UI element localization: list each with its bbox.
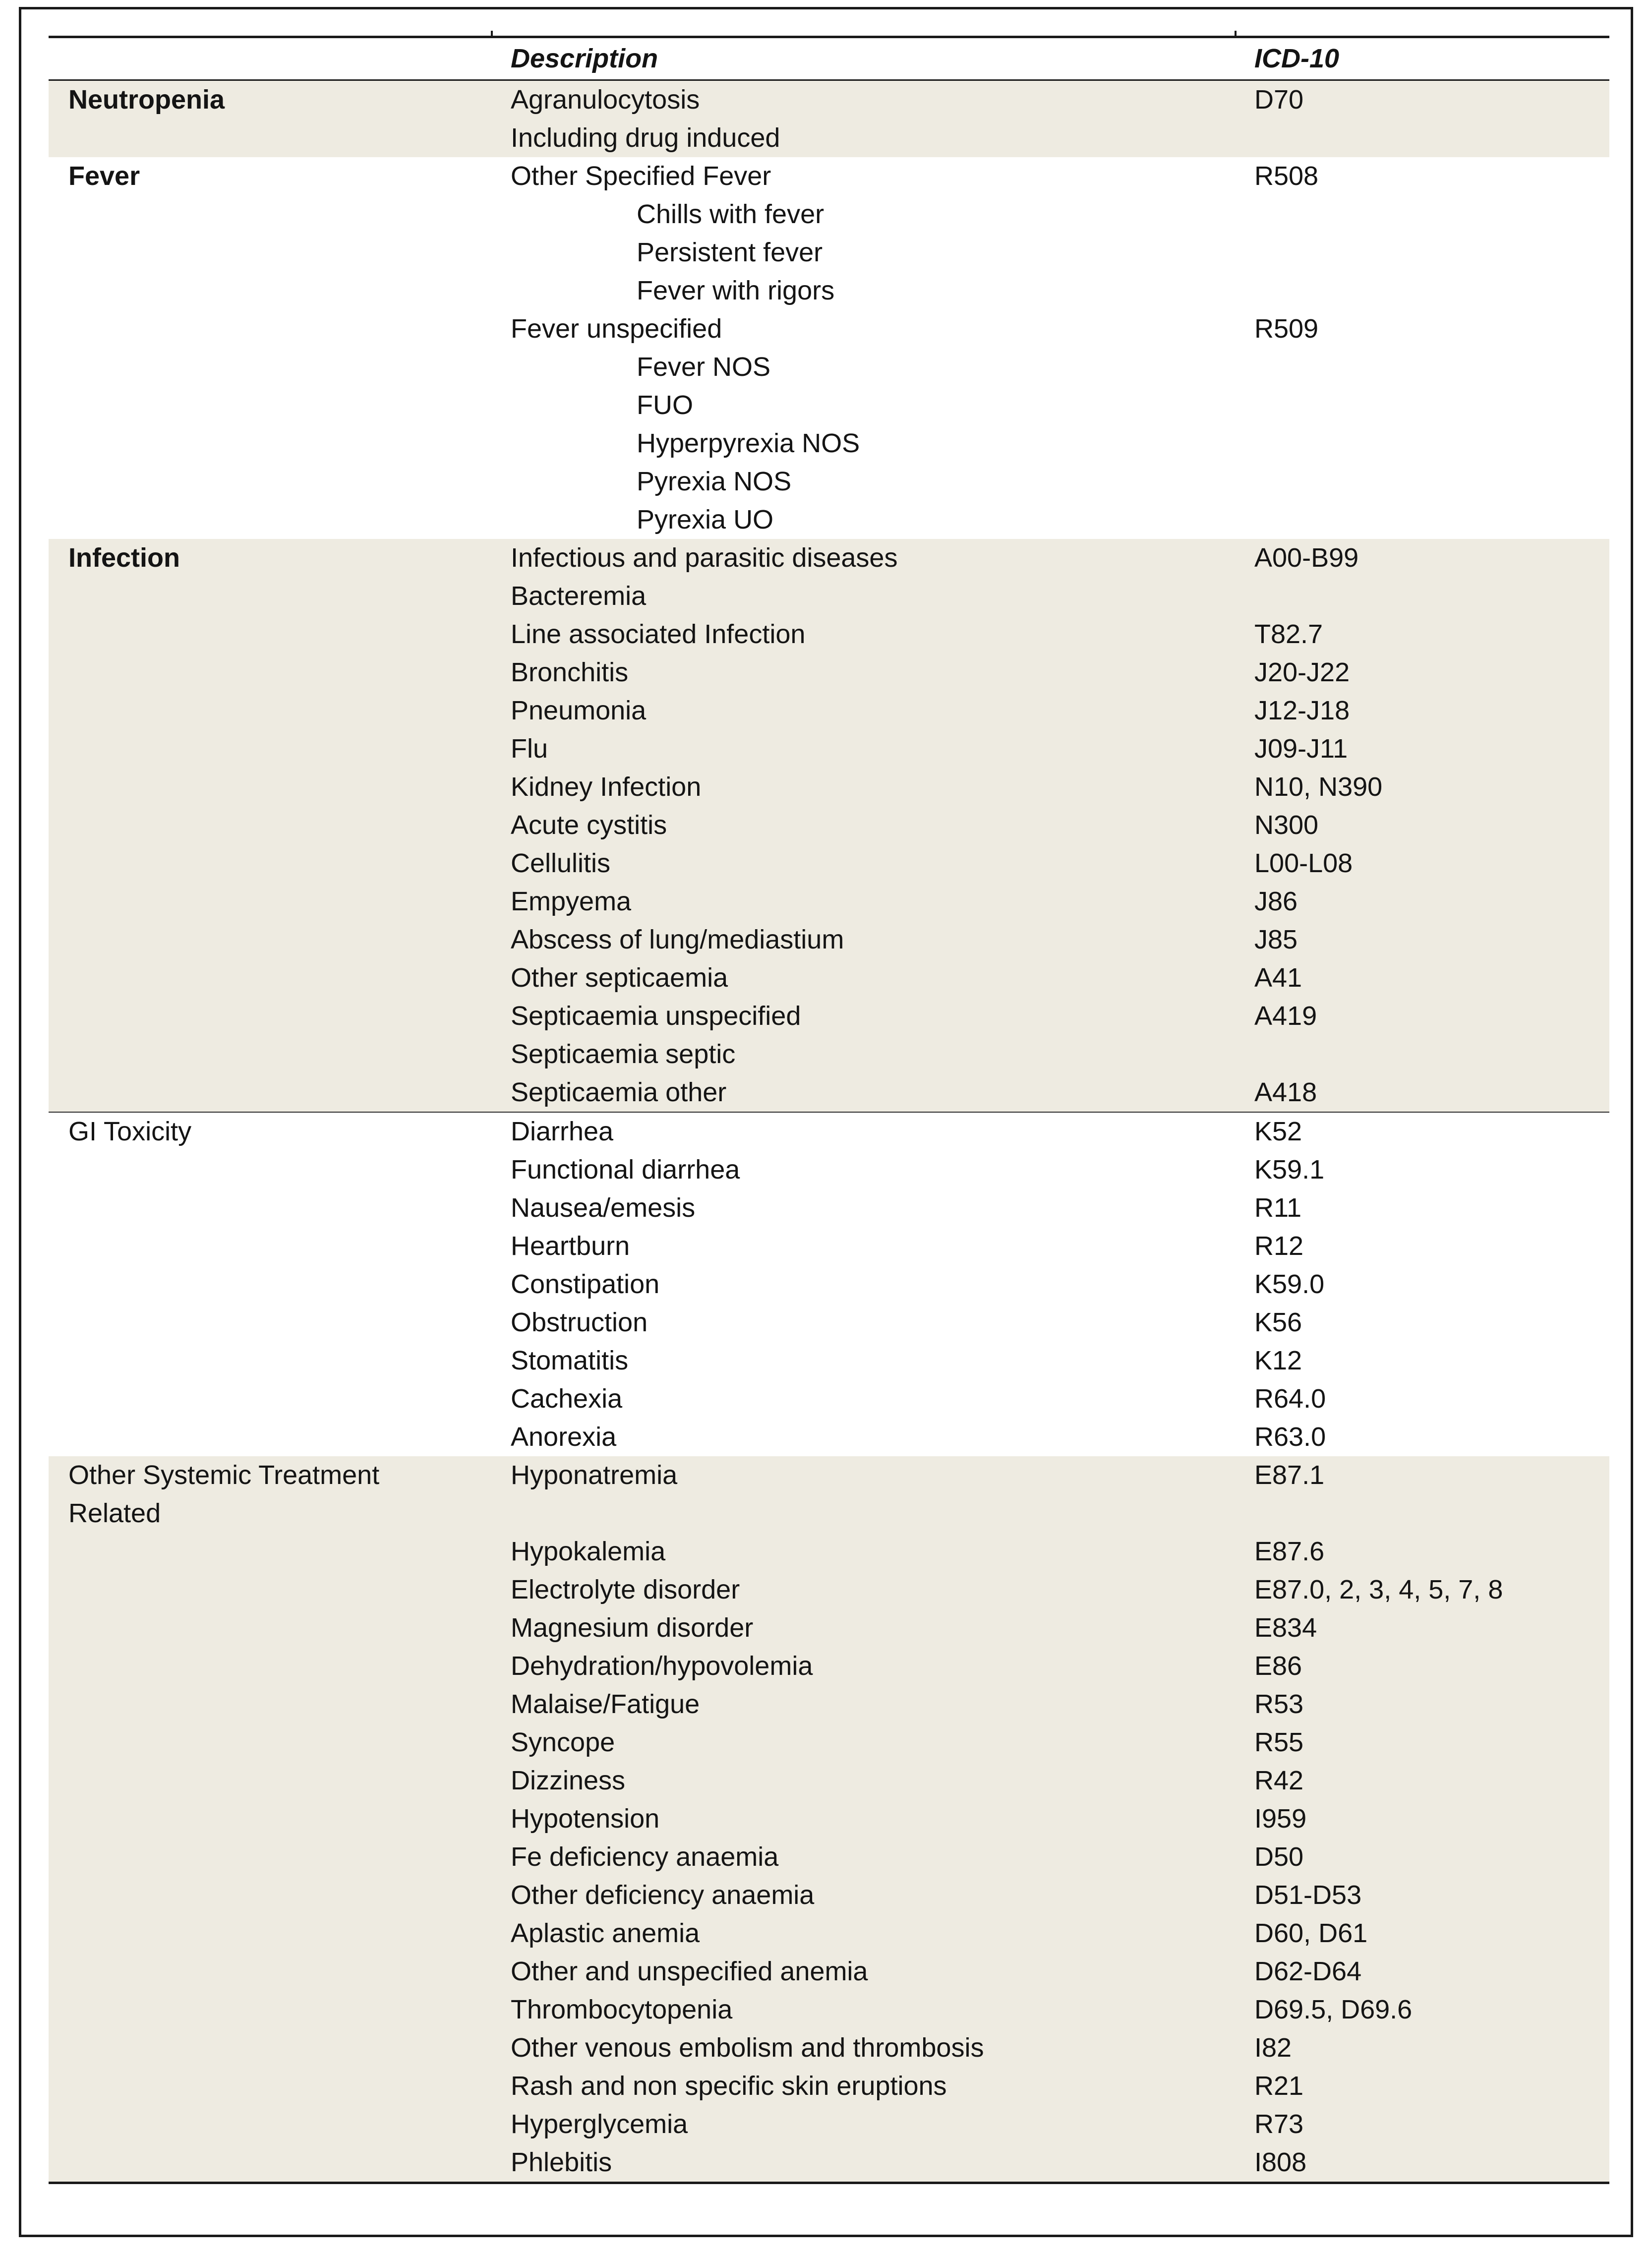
table-row — [49, 1723, 1609, 1762]
description-cell: Kidney Infection — [511, 772, 702, 802]
category-label-line: Fever — [68, 161, 140, 191]
icd10-code-cell: R53 — [1254, 1689, 1304, 1719]
table-row — [49, 272, 1609, 310]
table-row — [49, 1571, 1609, 1609]
description-cell: Bronchitis — [511, 657, 629, 687]
table-row — [49, 348, 1609, 386]
column-tick — [1235, 31, 1237, 38]
description-cell: Agranulocytosis — [511, 85, 700, 115]
table-row — [49, 1494, 1609, 1533]
description-cell: Nausea/emesis — [511, 1193, 696, 1223]
icd10-code-cell: E87.1 — [1254, 1460, 1325, 1490]
table-row — [49, 692, 1609, 730]
table-row — [49, 1380, 1609, 1418]
table-row — [49, 768, 1609, 806]
icd10-code-cell: D60, D61 — [1254, 1918, 1368, 1948]
icd10-code-cell: K59.0 — [1254, 1269, 1325, 1299]
icd10-code-cell: D62-D64 — [1254, 1957, 1362, 1986]
icd10-code-cell: D69.5, D69.6 — [1254, 1995, 1413, 2024]
description-cell: Acute cystitis — [511, 810, 667, 840]
icd10-code-cell: J12-J18 — [1254, 696, 1350, 725]
table-row — [49, 844, 1609, 883]
description-cell: Fever NOS — [637, 352, 771, 382]
icd10-code-cell: E87.0, 2, 3, 4, 5, 7, 8 — [1254, 1575, 1503, 1604]
description-cell: Septicaemia other — [511, 1077, 727, 1107]
description-cell: Other and unspecified anemia — [511, 1957, 868, 1986]
table-row — [49, 1991, 1609, 2029]
description-cell: Pyrexia UO — [637, 505, 774, 534]
description-cell: Obstruction — [511, 1307, 648, 1337]
table-row — [49, 1035, 1609, 1073]
category-label-line: Related — [68, 1498, 161, 1528]
description-cell: Pneumonia — [511, 696, 647, 725]
table-header-row — [49, 38, 1609, 79]
description-cell: Fever unspecified — [511, 314, 722, 344]
description-cell: Other septicaemia — [511, 963, 728, 993]
table-row — [49, 2105, 1609, 2143]
icd10-code-cell: J09-J11 — [1254, 734, 1348, 764]
category-label-line: Other Systemic Treatment — [68, 1460, 380, 1490]
icd10-code-cell: A418 — [1254, 1077, 1317, 1107]
description-cell: Dehydration/hypovolemia — [511, 1651, 813, 1681]
description-cell: Heartburn — [511, 1231, 630, 1261]
table-row — [49, 1073, 1609, 1112]
table-row — [49, 730, 1609, 768]
description-cell: Aplastic anemia — [511, 1918, 700, 1948]
description-cell: Hyperglycemia — [511, 2109, 688, 2139]
icd10-code-cell: J86 — [1254, 887, 1298, 916]
table-row — [49, 1265, 1609, 1304]
icd10-code-cell: R11 — [1254, 1193, 1302, 1223]
description-cell: Other venous embolism and thrombosis — [511, 2033, 984, 2063]
table-row — [49, 1342, 1609, 1380]
table-row — [49, 1647, 1609, 1685]
table-row — [49, 1113, 1609, 1151]
table-row — [49, 234, 1609, 272]
description-cell: Hypotension — [511, 1804, 660, 1834]
header-description: Description — [511, 44, 658, 73]
description-cell: Constipation — [511, 1269, 660, 1299]
description-cell: Malaise/Fatigue — [511, 1689, 700, 1719]
description-cell: Chills with fever — [637, 199, 825, 229]
table-row — [49, 195, 1609, 234]
icd10-code-cell: J20-J22 — [1254, 657, 1350, 687]
description-cell: Septicaemia septic — [511, 1039, 736, 1069]
description-cell: Fever with rigors — [637, 276, 835, 305]
table-row — [49, 386, 1609, 424]
table-row — [49, 2029, 1609, 2067]
table-row — [49, 81, 1609, 119]
description-cell: Syncope — [511, 1727, 615, 1757]
description-cell: Stomatitis — [511, 1346, 629, 1375]
description-cell: Electrolyte disorder — [511, 1575, 740, 1604]
description-cell: Cellulitis — [511, 848, 611, 878]
description-cell: Hyponatremia — [511, 1460, 678, 1490]
icd10-code-cell: L00-L08 — [1254, 848, 1353, 878]
table-row — [49, 921, 1609, 959]
table-row — [49, 310, 1609, 348]
icd10-code-cell: I808 — [1254, 2147, 1307, 2177]
icd10-code-cell: R509 — [1254, 314, 1319, 344]
category-label-line: GI Toxicity — [68, 1117, 192, 1146]
icd10-code-cell: I82 — [1254, 2033, 1292, 2063]
description-cell: Other Specified Fever — [511, 161, 771, 191]
table-row — [49, 424, 1609, 463]
table-row — [49, 539, 1609, 577]
table-row — [49, 883, 1609, 921]
table-row — [49, 2143, 1609, 2182]
category-label-line: Neutropenia — [68, 85, 225, 115]
table-row — [49, 1304, 1609, 1342]
description-cell: Including drug induced — [511, 123, 780, 153]
icd10-code-cell: J85 — [1254, 925, 1298, 954]
table-row — [49, 1953, 1609, 1991]
table-row — [49, 1800, 1609, 1838]
description-cell: Diarrhea — [511, 1117, 614, 1146]
description-cell: Anorexia — [511, 1422, 617, 1452]
description-cell: Infectious and parasitic diseases — [511, 543, 898, 573]
table-row — [49, 1762, 1609, 1800]
description-cell: Persistent fever — [637, 237, 823, 267]
icd10-code-cell: R64.0 — [1254, 1384, 1326, 1414]
table-row — [49, 1533, 1609, 1571]
table-row — [49, 119, 1609, 157]
icd10-code-cell: R21 — [1254, 2071, 1304, 2101]
row-group — [49, 81, 1609, 157]
description-cell: Dizziness — [511, 1766, 626, 1795]
description-cell: FUO — [637, 390, 693, 420]
icd10-code-cell: E86 — [1254, 1651, 1302, 1681]
row-group — [49, 1456, 1609, 2182]
row-group — [49, 539, 1609, 1112]
table-row — [49, 1838, 1609, 1876]
description-cell: Hyperpyrexia NOS — [637, 428, 860, 458]
icd10-code-cell: R508 — [1254, 161, 1319, 191]
icd10-code-cell: N10, N390 — [1254, 772, 1383, 802]
description-cell: Thrombocytopenia — [511, 1995, 733, 2024]
icd10-code-cell: D50 — [1254, 1842, 1304, 1872]
icd10-code-cell: A00-B99 — [1254, 543, 1359, 573]
table-row — [49, 1685, 1609, 1723]
icd10-code-cell: E834 — [1254, 1613, 1317, 1643]
description-cell: Cachexia — [511, 1384, 623, 1414]
row-group — [49, 1112, 1609, 1456]
icd10-code-cell: A41 — [1254, 963, 1302, 993]
description-cell: Fe deficiency anaemia — [511, 1842, 779, 1872]
icd10-code-cell: R55 — [1254, 1727, 1304, 1757]
icd10-code-cell: D51-D53 — [1254, 1880, 1362, 1910]
table-row — [49, 1418, 1609, 1456]
table-row — [49, 959, 1609, 997]
table-row — [49, 806, 1609, 844]
description-cell: Bacteremia — [511, 581, 647, 611]
table-row — [49, 577, 1609, 615]
table-row — [49, 997, 1609, 1035]
description-cell: Septicaemia unspecified — [511, 1001, 801, 1031]
table-bottom-rule — [49, 2182, 1609, 2184]
row-group — [49, 157, 1609, 539]
icd10-code-cell: D70 — [1254, 85, 1304, 115]
description-cell: Phlebitis — [511, 2147, 612, 2177]
icd10-code-cell: K52 — [1254, 1117, 1302, 1146]
table-row — [49, 1456, 1609, 1494]
icd10-code-cell: R42 — [1254, 1766, 1304, 1795]
table-row — [49, 1876, 1609, 1914]
description-cell: Abscess of lung/mediastium — [511, 925, 844, 954]
icd10-code-cell: R63.0 — [1254, 1422, 1326, 1452]
description-cell: Magnesium disorder — [511, 1613, 754, 1643]
description-cell: Other deficiency anaemia — [511, 1880, 815, 1910]
icd10-code-cell: N300 — [1254, 810, 1319, 840]
description-cell: Rash and non specific skin eruptions — [511, 2071, 947, 2101]
description-cell: Flu — [511, 734, 548, 764]
description-cell: Pyrexia NOS — [637, 467, 792, 496]
table-body — [49, 81, 1609, 2182]
header-icd10: ICD-10 — [1254, 44, 1340, 73]
table-row — [49, 1189, 1609, 1227]
table-row — [49, 653, 1609, 692]
category-label-line: Infection — [68, 543, 180, 573]
column-tick — [491, 31, 493, 38]
table-row — [49, 463, 1609, 501]
description-cell: Line associated Infection — [511, 619, 806, 649]
table-row — [49, 615, 1609, 653]
icd10-code-cell: A419 — [1254, 1001, 1317, 1031]
table-row — [49, 1609, 1609, 1647]
icd10-code-cell: K56 — [1254, 1307, 1302, 1337]
table-row — [49, 2067, 1609, 2105]
description-cell: Functional diarrhea — [511, 1155, 740, 1185]
icd10-code-cell: I959 — [1254, 1804, 1307, 1834]
table-row — [49, 1151, 1609, 1189]
table-row — [49, 1227, 1609, 1265]
icd10-code-cell: R12 — [1254, 1231, 1304, 1261]
table-row — [49, 157, 1609, 195]
description-cell: Empyema — [511, 887, 632, 916]
table-row — [49, 1914, 1609, 1953]
icd10-code-cell: K59.1 — [1254, 1155, 1325, 1185]
icd10-code-cell: E87.6 — [1254, 1537, 1325, 1566]
icd10-code-cell: T82.7 — [1254, 619, 1323, 649]
icd10-code-cell: K12 — [1254, 1346, 1302, 1375]
description-cell: Hypokalemia — [511, 1537, 666, 1566]
icd10-code-cell: R73 — [1254, 2109, 1304, 2139]
table-row — [49, 501, 1609, 539]
